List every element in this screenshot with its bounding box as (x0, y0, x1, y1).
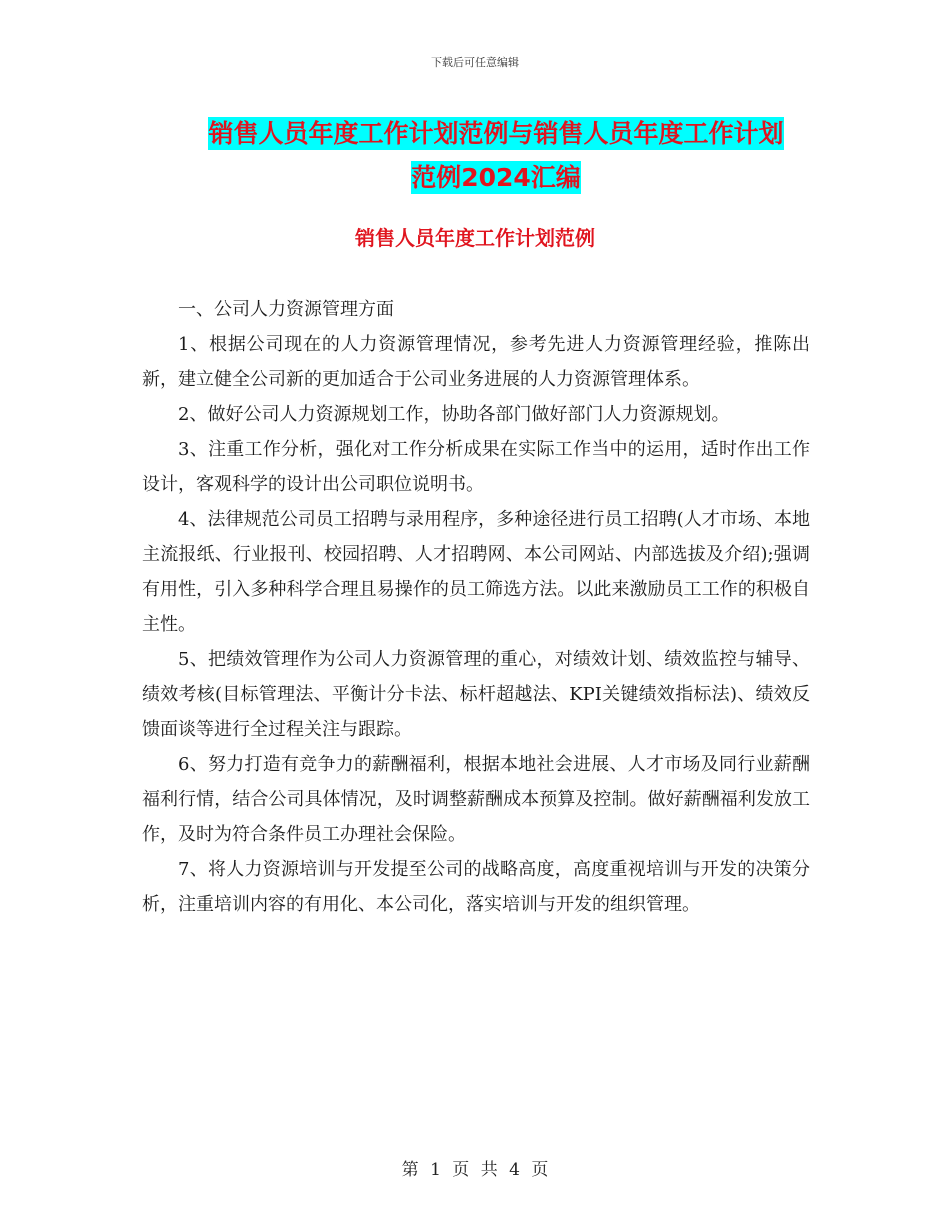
document-body (142, 292, 810, 922)
paragraph: 2、做好公司人力资源规划工作，协助各部门做好部门人力资源规划。 (178, 404, 730, 425)
title-line-1: 销售人员年度工作计划范例与销售人员年度工作计划 (208, 119, 784, 148)
document-title (186, 112, 806, 200)
page-footer: 第 1 页 共 4 页 (401, 1160, 549, 1180)
title-line-2: 范例2024汇编 (411, 163, 581, 192)
paragraph: 6、努力打造有竞争力的薪酬福利，根据本地社会进展、人才市场及同行业薪酬福利行情，结合公司具体情况，及时调整薪酬成本预算及控制。做好薪酬福利发放工作，及时为符合条件员工办理社会保险。 (142, 754, 810, 845)
paragraph: 7、将人力资源培训与开发提至公司的战略高度，高度重视培训与开发的决策分析，注重培训内容的有用化、本公司化，落实培训与开发的组织管理。 (142, 859, 810, 915)
section-title: 销售人员年度工作计划范例 (355, 226, 595, 250)
paragraph: 一、公司人力资源管理方面 (178, 299, 394, 320)
paragraph: 1、根据公司现在的人力资源管理情况，参考先进人力资源管理经验，推陈出新，建立健全公司新的更加适合于公司业务进展的人力资源管理体系。 (142, 334, 810, 390)
header-note: 下载后可任意编辑 (431, 56, 519, 69)
paragraph: 5、把绩效管理作为公司人力资源管理的重心，对绩效计划、绩效监控与辅导、绩效考核(目标管理法、平衡计分卡法、标杆超越法、KPI关键绩效指标法)、绩效反馈面谈等进行全过程关注与跟踪。 (142, 649, 810, 740)
paragraph: 4、法律规范公司员工招聘与录用程序，多种途径进行员工招聘(人才市场、本地主流报纸、行业报刊、校园招聘、人才招聘网、本公司网站、内部选拔及介绍);强调有用性，引入多种科学合理且易操作的员工筛选方法。以此来激励员工工作的积极自主性。 (142, 509, 810, 635)
paragraph: 3、注重工作分析，强化对工作分析成果在实际工作当中的运用，适时作出工作设计，客观科学的设计出公司职位说明书。 (142, 439, 810, 495)
